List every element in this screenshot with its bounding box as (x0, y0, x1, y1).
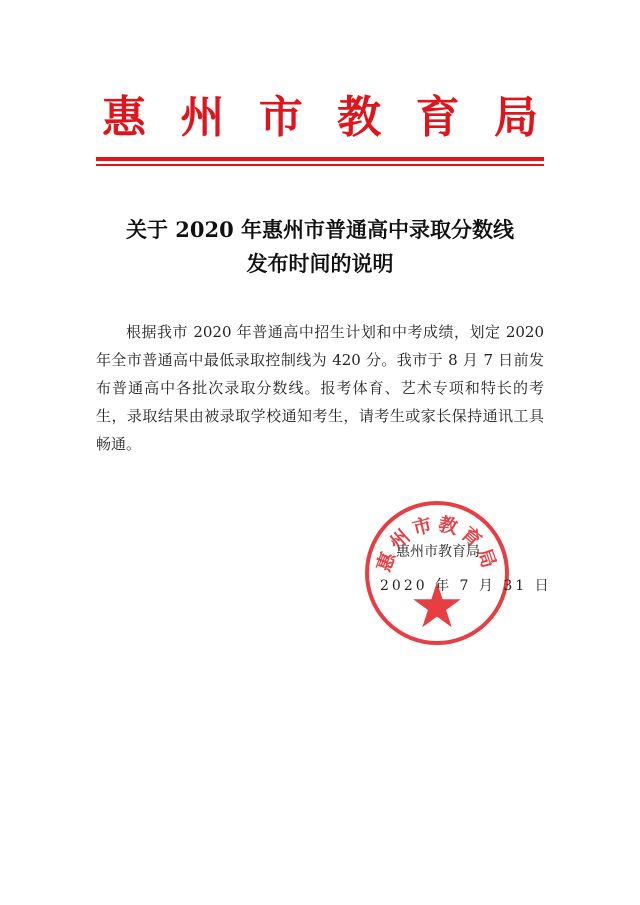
body-paragraph: 根据我市 2020 年普通高中招生计划和中考成绩，划定 2020 年全市普通高中最低录取控制线为 420 分。我市于 8 月 7 日前发布普通高中各批次录取分数线。报考体育、艺术专项和特长的考生，录取结果由被录取学校通知考生，请考生或家长保持通讯工具畅通。 (96, 323, 544, 453)
letterhead-char: 市 (258, 92, 303, 143)
signature-org: 惠州市教育局 (396, 544, 480, 560)
letterhead-char: 局 (493, 92, 538, 143)
letterhead-rule-thin (96, 164, 544, 166)
letterhead-char: 教 (337, 92, 382, 143)
letterhead-char: 州 (180, 92, 225, 143)
seal-text: 惠州市教育局 (372, 513, 502, 575)
letterhead-char: 育 (415, 92, 460, 143)
letterhead-title (96, 88, 544, 148)
document-body (96, 318, 544, 458)
official-seal (362, 498, 512, 648)
signature-date: 2020 年 7 月 31 日 (380, 578, 552, 594)
document-title-line2: 发布时间的说明 (246, 251, 394, 276)
document-title-line1: 关于 2020 年惠州市普通高中录取分数线 (125, 217, 515, 242)
letterhead-rule-thick (96, 157, 544, 161)
letterhead-char: 惠 (102, 92, 146, 143)
